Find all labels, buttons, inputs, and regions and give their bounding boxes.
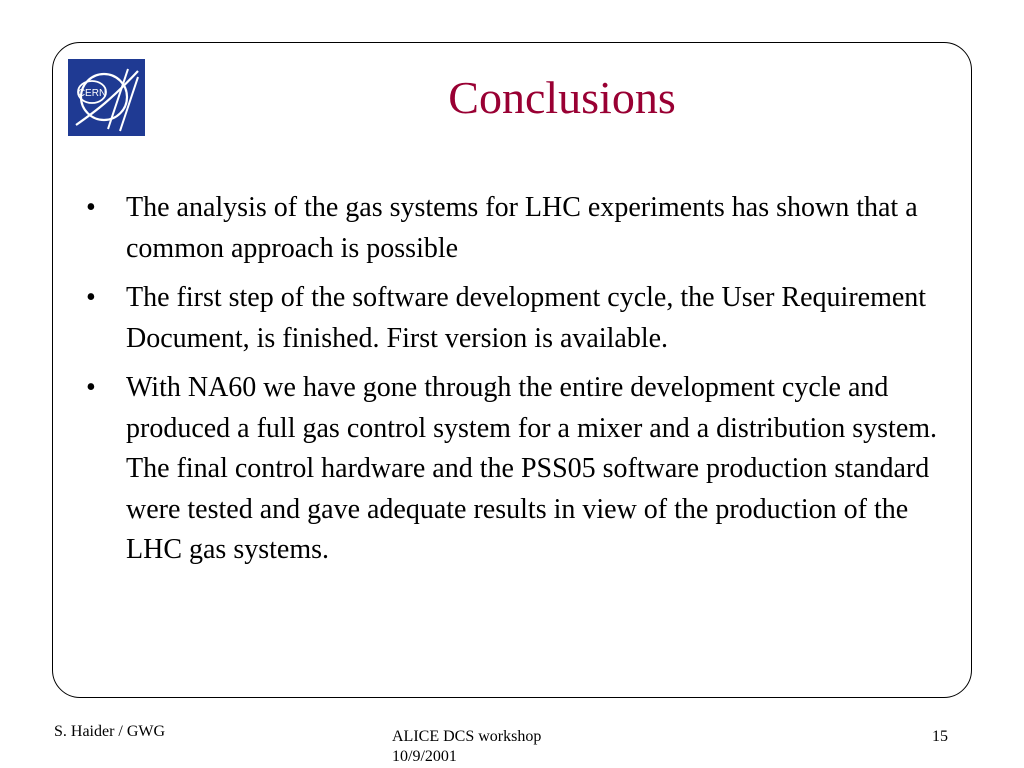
bullet-marker: • (86, 372, 96, 403)
bullet-marker: • (86, 192, 96, 223)
logo-text: CERN (77, 88, 107, 99)
cern-logo (68, 59, 145, 136)
slide-title: Conclusions (448, 72, 676, 123)
bullet-list (86, 188, 956, 580)
bullet-item (86, 278, 956, 359)
bullet-text: With NA60 we have gone through the entire development cycle and produced a full gas control system for a mixer and a distribution system. The final control hardware and the PSS05 software production standard were tested and gave adequate results in view of the production of the LHC gas systems. (126, 372, 938, 565)
footer-author: S. Haider / GWG (54, 723, 166, 740)
footer-event: ALICE DCS workshop (392, 728, 542, 745)
footer-event-info (392, 727, 541, 767)
bullet-item (86, 188, 956, 269)
bullet-marker: • (86, 282, 96, 313)
bullet-text: The analysis of the gas systems for LHC experiments has shown that a common approach is possible (126, 192, 918, 264)
bullet-item (86, 368, 956, 571)
cern-logo-graphic (68, 59, 145, 136)
footer-date: 10/9/2001 (392, 748, 457, 765)
page-number: 15 (932, 728, 948, 745)
bullet-text: The first step of the software development cycle, the User Requirement Document, is finished. First version is available. (126, 282, 927, 354)
